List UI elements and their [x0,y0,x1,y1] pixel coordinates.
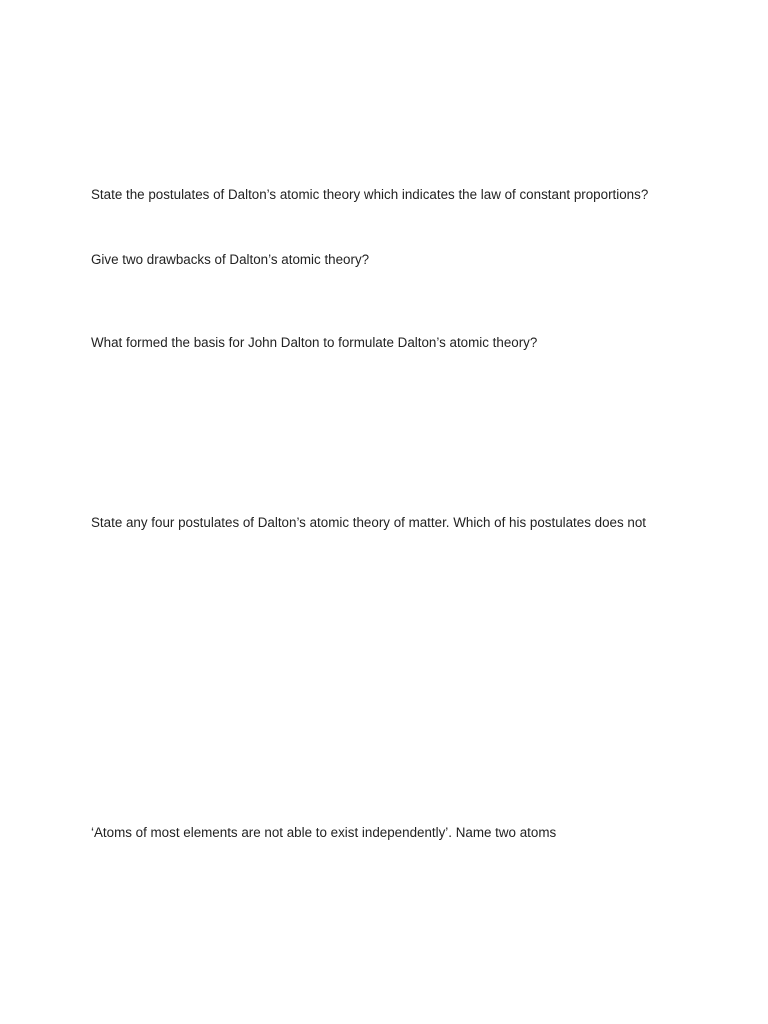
question-5: ‘Atoms of most elements are not able to exist independently’. Name two atoms [91,825,557,840]
question-3: What formed the basis for John Dalton to formulate Dalton’s atomic theory? [91,335,538,350]
question-1: State the postulates of Dalton’s atomic theory which indicates the law of constant proportions? [91,187,649,202]
question-4: State any four postulates of Dalton’s atomic theory of matter. Which of his postulates does not [91,515,647,530]
question-2: Give two drawbacks of Dalton’s atomic theory? [91,252,370,267]
